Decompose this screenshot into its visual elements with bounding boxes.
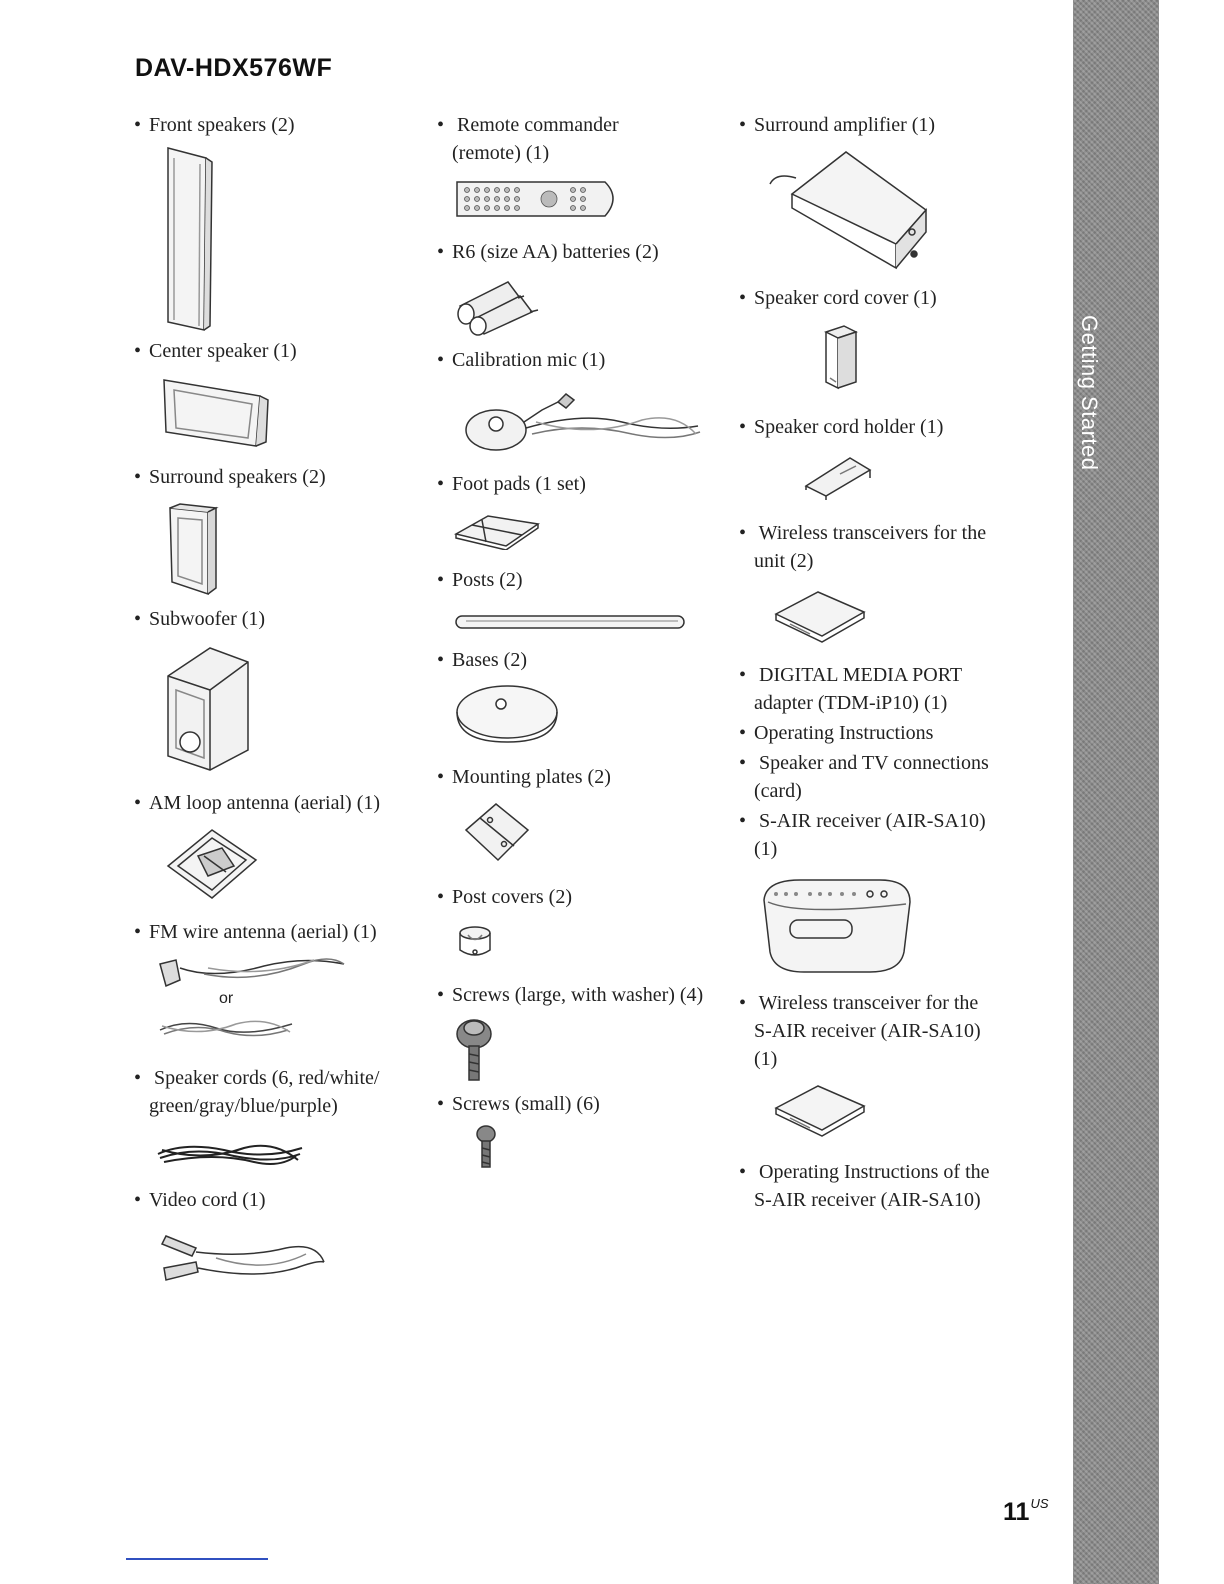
- section-tab-text: Getting Started: [1077, 315, 1102, 471]
- list-item-sair-receiver: [739, 807, 986, 863]
- list-item-foot-pads: • Foot pads (1 set): [437, 470, 586, 498]
- post-covers-illustration: [456, 924, 494, 960]
- list-item-post-covers: • Post covers (2): [437, 883, 572, 911]
- remote-line-2: (remote) (1): [452, 142, 550, 164]
- video-cord-illustration: [156, 1228, 328, 1290]
- list-item-oi-sair: [739, 1158, 990, 1214]
- foot-pads-illustration: [452, 512, 542, 550]
- bases-illustration: [453, 682, 561, 746]
- dmp-adapter-line-1: DIGITAL MEDIA PORT: [759, 664, 963, 686]
- fm-antenna-illustration: [154, 950, 350, 994]
- mounting-plates-illustration: [460, 800, 532, 864]
- list-item-posts: • Posts (2): [437, 566, 523, 594]
- page-number-suffix: US: [1030, 1496, 1049, 1511]
- list-item-surround-amplifier: • Surround amplifier (1): [739, 111, 935, 139]
- screws-large-illustration: [454, 1014, 494, 1084]
- posts-illustration: [452, 612, 688, 632]
- list-item-subwoofer: • Subwoofer (1): [134, 605, 265, 633]
- subwoofer-illustration: [164, 646, 252, 772]
- transceiver-sair-line-2: S-AIR receiver (AIR-SA10): [754, 1020, 981, 1042]
- calibration-mic-illustration: [462, 382, 706, 456]
- sair-receiver-line-1: S-AIR receiver (AIR-SA10): [759, 810, 986, 832]
- transceivers-unit-line-1: Wireless transceivers for the: [758, 522, 987, 544]
- page-heading: DAV-HDX576WF: [135, 54, 333, 82]
- list-item-transceiver-sair: [739, 989, 981, 1073]
- list-item-cord-cover: • Speaker cord cover (1): [739, 284, 937, 312]
- list-item-calibration-mic: • Calibration mic (1): [437, 346, 605, 374]
- screws-small-illustration: [474, 1124, 498, 1170]
- page-number-value: 11: [1003, 1498, 1030, 1526]
- transceivers-unit-line-2: unit (2): [754, 550, 814, 572]
- footer-rule: [126, 1558, 268, 1560]
- transceiver-sair-illustration: [770, 1082, 870, 1138]
- list-item-connections-card: [739, 749, 989, 805]
- cord-cover-illustration: [820, 322, 860, 390]
- list-item-transceivers-unit: [739, 519, 986, 575]
- speaker-cords-illustration: [154, 1134, 306, 1174]
- list-item-bases: • Bases (2): [437, 646, 527, 674]
- fm-antenna-or-label: or: [219, 990, 234, 1007]
- dmp-adapter-line-2: adapter (TDM-iP10) (1): [754, 692, 948, 714]
- transceiver-sair-line-3: (1): [754, 1048, 778, 1070]
- connections-card-line-2: (card): [754, 780, 802, 802]
- sair-receiver-line-2: (1): [754, 838, 778, 860]
- list-item-surround-speakers: • Surround speakers (2): [134, 463, 326, 491]
- sair-receiver-illustration: [760, 872, 916, 976]
- list-item-screws-small: • Screws (small) (6): [437, 1090, 600, 1118]
- center-speaker-illustration: [160, 374, 272, 448]
- speaker-cords-line-1: Speaker cords (6, red/white/: [154, 1067, 380, 1089]
- list-item-screws-large: • Screws (large, with washer) (4): [437, 981, 703, 1009]
- list-item-mounting-plates: • Mounting plates (2): [437, 763, 611, 791]
- connections-card-line-1: Speaker and TV connections: [759, 752, 989, 774]
- list-item-fm-antenna: • FM wire antenna (aerial) (1): [134, 918, 377, 946]
- list-item-center-speaker: • Center speaker (1): [134, 337, 297, 365]
- list-item-remote: [437, 111, 619, 167]
- front-speaker-illustration: [162, 144, 218, 332]
- am-antenna-illustration: [164, 826, 260, 902]
- list-item-speaker-cords: [134, 1064, 379, 1120]
- transceivers-unit-illustration: [770, 588, 870, 644]
- page-number: [1003, 1496, 1049, 1527]
- list-item-video-cord: • Video cord (1): [134, 1186, 266, 1214]
- section-side-tab: [1073, 0, 1159, 1584]
- surround-speaker-illustration: [164, 502, 224, 596]
- batteries-illustration: [452, 276, 544, 336]
- list-item-am-antenna: • AM loop antenna (aerial) (1): [134, 789, 380, 817]
- list-item-batteries: • R6 (size AA) batteries (2): [437, 238, 659, 266]
- surround-amplifier-illustration: [764, 148, 932, 272]
- list-item-operating-instructions: • Operating Instructions: [739, 719, 933, 747]
- cord-holder-illustration: [800, 452, 876, 500]
- oi-sair-line-2: S-AIR receiver (AIR-SA10): [754, 1189, 981, 1211]
- transceiver-sair-line-1: Wireless transceiver for the: [758, 992, 979, 1014]
- oi-sair-line-1: Operating Instructions of the: [759, 1161, 990, 1183]
- speaker-cords-line-2: green/gray/blue/purple): [149, 1095, 338, 1117]
- list-item-dmp-adapter: [739, 661, 962, 717]
- remote-line-1: Remote commander: [457, 114, 619, 136]
- list-item-cord-holder: • Speaker cord holder (1): [739, 413, 943, 441]
- list-item-front-speakers: • Front speakers (2): [134, 111, 295, 139]
- remote-illustration: [453, 178, 625, 220]
- fm-antenna-alt-illustration: [156, 1012, 296, 1046]
